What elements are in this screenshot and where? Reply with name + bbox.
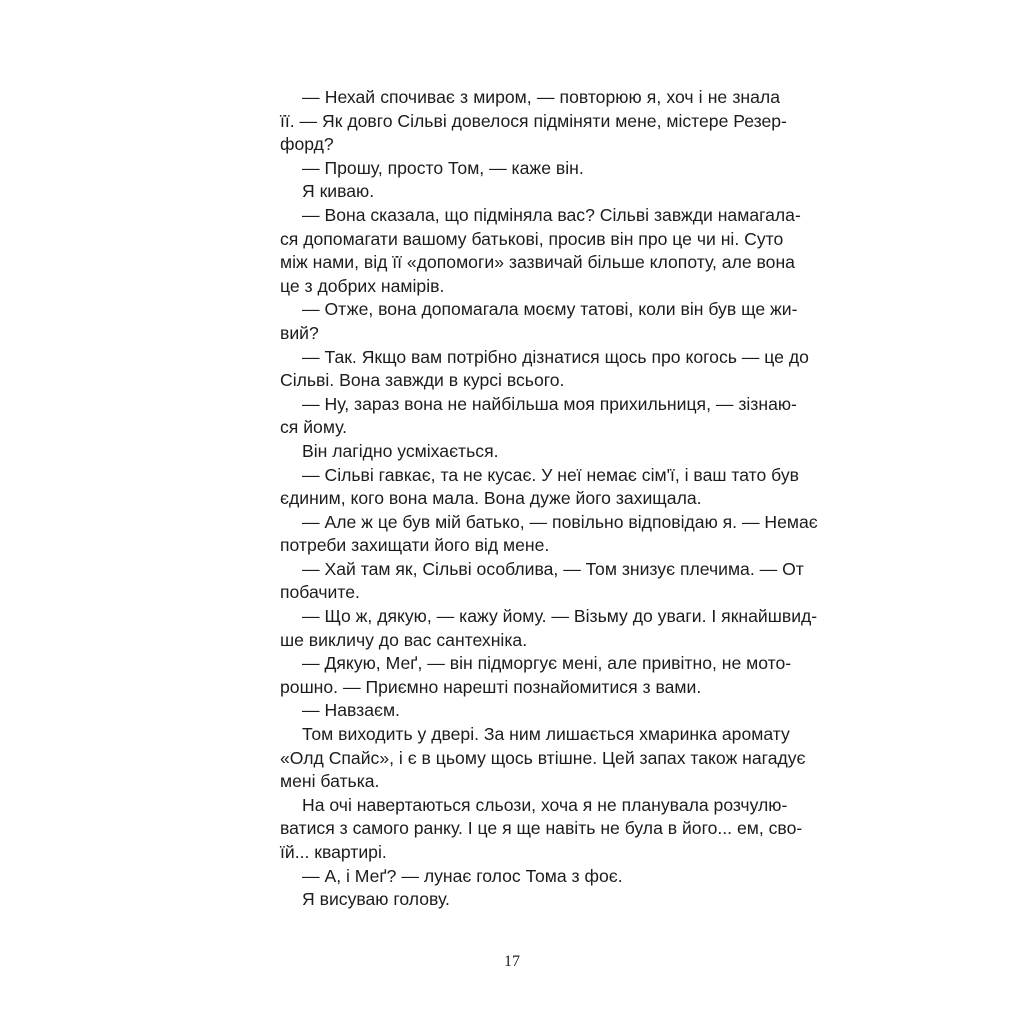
- text-line: ше викличу до вас сантехніка.: [280, 629, 528, 650]
- text-line: На очі навертаються сльози, хоча я не планувала розчулю-: [302, 794, 788, 815]
- text-line: — Прошу, просто Том, — каже він.: [302, 157, 584, 178]
- text-line: її. — Як довго Сільві довелося підміняти мене, містере Резер-: [280, 110, 787, 131]
- text-line: потреби захищати його від мене.: [280, 535, 550, 556]
- page-number: 17: [504, 953, 520, 970]
- text-line: Він лагідно усміхається.: [302, 440, 499, 461]
- text-line: Я киваю.: [302, 181, 375, 202]
- text-line: Я висуваю голову.: [302, 889, 450, 910]
- text-line: — Отже, вона допомагала моєму татові, коли він був ще жи-: [302, 299, 798, 320]
- text-line: Сільві. Вона завжди в курсі всього.: [280, 370, 565, 391]
- text-line: — Хай там як, Сільві особлива, — Том знизує плечима. — От: [302, 558, 804, 579]
- text-line: — Ну, зараз вона не найбільша моя прихильниця, — зізнаю-: [302, 393, 797, 414]
- page-body-text: [280, 86, 818, 912]
- text-line: — Що ж, дякую, — кажу йому. — Візьму до уваги. І якнайшвид-: [302, 606, 818, 627]
- text-line: їй... квартирі.: [280, 842, 387, 862]
- text-line: — Але ж це був мій батько, — повільно відповідаю я. — Немає: [302, 511, 818, 532]
- text-line: — Сільві гавкає, та не кусає. У неї немає сім'ї, і ваш тато був: [302, 464, 799, 485]
- text-line: рошно. — Приємно нарешті познайомитися з вами.: [280, 676, 702, 697]
- text-line: — Навзаєм.: [302, 700, 400, 721]
- text-line: — Нехай спочиває з миром, — повторюю я, хоч і не знала: [302, 87, 780, 107]
- text-line: Том виходить у двері. За ним лишається хмаринка аромату: [302, 724, 790, 745]
- text-line: ся допомагати вашому батькові, просив він про це чи ні. Суто: [280, 228, 784, 249]
- text-line: — Так. Якщо вам потрібно дізнатися щось про когось — це до: [302, 346, 809, 367]
- text-line: — Дякую, Меґ, — він підморгує мені, але привітно, не мото-: [302, 653, 792, 674]
- text-line: — Вона сказала, що підміняла вас? Сільві завжди намагала-: [302, 204, 801, 225]
- text-line: «Олд Спайс», і є в цьому щось втішне. Цей запах також нагадує: [280, 747, 806, 768]
- text-line: ся йому.: [280, 417, 348, 438]
- text-line: між нами, від її «допомоги» зазвичай більше клопоту, але вона: [280, 252, 795, 273]
- text-line: — А, і Меґ? — лунає голос Тома з фоє.: [302, 865, 623, 886]
- text-line: вий?: [280, 322, 319, 343]
- text-line: ватися з самого ранку. І це я ще навіть не була в його... ем, сво-: [280, 818, 803, 839]
- text-line: мені батька.: [280, 771, 380, 792]
- text-line: єдиним, кого вона мала. Вона дуже його захищала.: [280, 488, 702, 509]
- text-line: побачите.: [280, 582, 360, 603]
- text-line: це з добрих намірів.: [280, 275, 445, 296]
- text-line: форд?: [280, 134, 334, 155]
